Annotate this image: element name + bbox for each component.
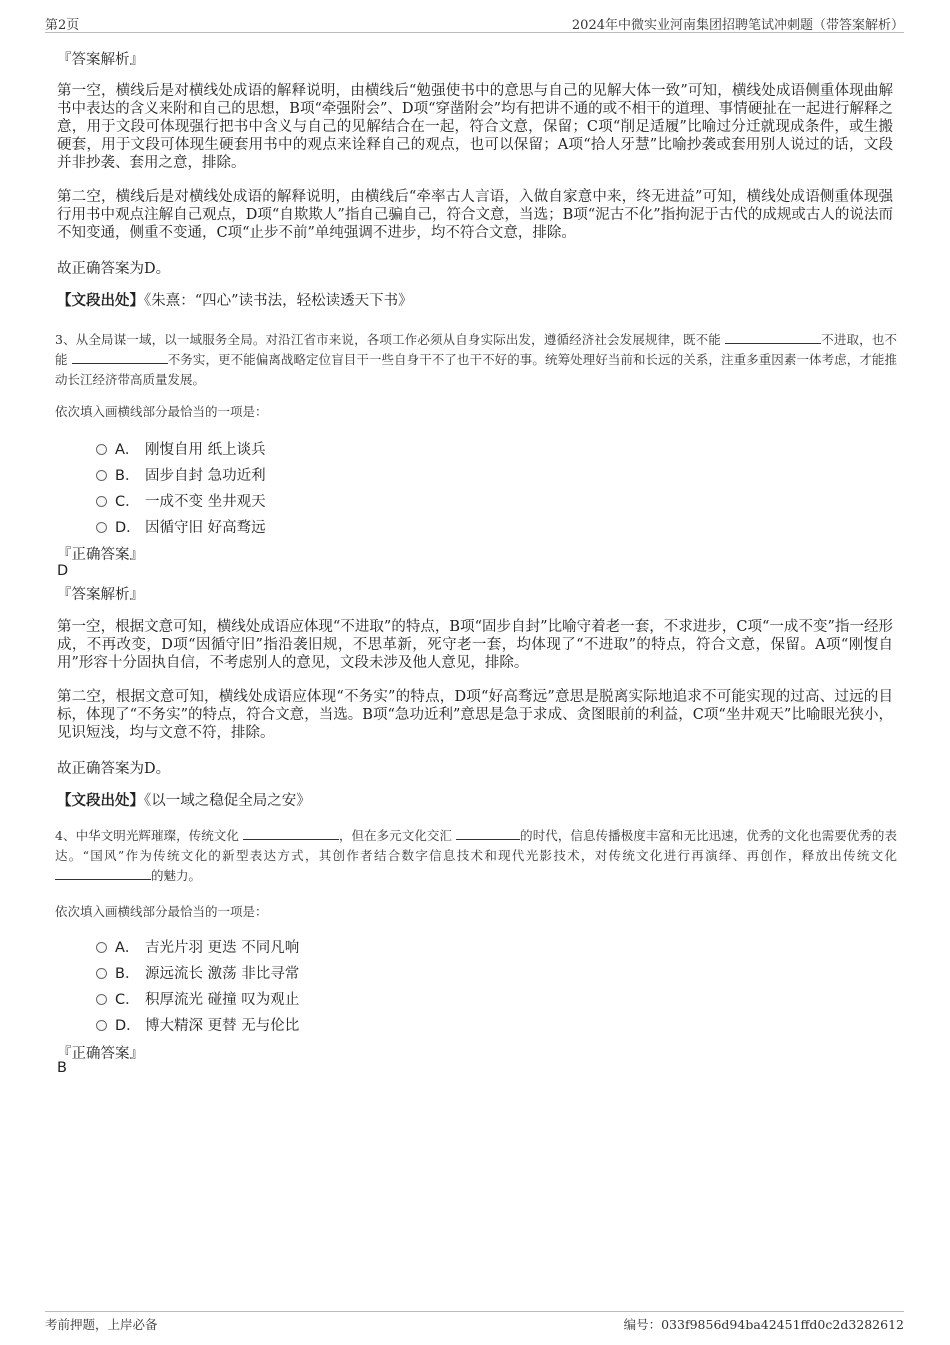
source-label: 【文段出处】 xyxy=(57,792,144,809)
analysis-paragraph-2: 第二空，横线后是对横线处成语的解释说明，由横线后“牵率古人言语，入做自家意中来，终无进益”可知，横线处成语侧重体现强行用书中观点注解自己观点，D项“自欺欺人”指自己骗自己，符合文意，当选；B项“泥古不化”指拘泥于古代的成规或古人的说法而不知变通，侧重不变通，C项“止步不前”单纯强调不进步，均不符合文意，排除。 xyxy=(57,189,893,241)
document-id: 编号：033f9856d94ba42451ffd0c2d3282612 xyxy=(623,1317,904,1332)
analysis-label: 『答案解析』 xyxy=(57,587,144,603)
footer-slogan: 考前押题，上岸必备 xyxy=(45,1317,158,1332)
source-title: 《朱熹：“四心”读书法，轻松读透天下书》 xyxy=(144,293,413,309)
analysis-paragraph-2: 第二空，根据文意可知，横线处成语应体现“不务实”的特点，D项“好高骛远”意思是脱离实际地追求不可能实现的过高、过远的目标，体现了“不务实”的特点，符合文意，当选。B项“急功近利”意思是急于求成、贪图眼前的利益，C项“坐井观天”比喻眼光狭小，见识短浅，均与文意不符，排除。 xyxy=(57,689,893,741)
question-3-option-d[interactable] xyxy=(96,516,266,538)
option-text: 博大精深 更替 无与伦比 xyxy=(145,1018,300,1034)
question-4-option-c[interactable] xyxy=(96,988,299,1010)
page-header xyxy=(45,14,904,33)
source-line xyxy=(57,292,893,310)
question-3-option-c[interactable] xyxy=(96,490,266,512)
analysis-conclusion: 故正确答案为D。 xyxy=(57,261,171,277)
question-3-text-a: 3、从全局谋一域，以一域服务全局。对沿江省市来说，各项工作必须从自身实际出发，遵循经济社会发展规律，既不能 xyxy=(55,332,721,347)
analysis-paragraph-1: 第一空，根据文意可知，横线处成语应体现“不进取”的特点，B项“固步自封”比喻守着老一套，不求进步，C项“一成不变”指一经形成，不再改变，D项“因循守旧”指沿袭旧规，不思革新，死守老一套，均体现了“不进取”的特点，符合文意，保留。A项“刚愎自用”形容十分固执自信，不考虑别人的意见，文段未涉及他人意见，排除。 xyxy=(57,619,893,671)
question-4-text xyxy=(55,826,897,886)
source-line xyxy=(57,792,893,810)
question-4-option-b[interactable] xyxy=(96,962,299,984)
option-letter: C． xyxy=(115,494,140,510)
option-letter: D． xyxy=(115,1018,141,1034)
radio-icon[interactable] xyxy=(96,470,107,481)
radio-icon[interactable] xyxy=(96,942,107,953)
option-text: 吉光片羽 更迭 不同凡响 xyxy=(145,940,300,956)
radio-icon[interactable] xyxy=(96,496,107,507)
option-text: 刚愎自用 纸上谈兵 xyxy=(145,442,266,458)
option-letter: C． xyxy=(115,992,140,1008)
question-3-text-c: 不务实，更不能偏离战略定位盲目干一些自身干不了也干不好的事。统筹处理好当前和长远的关系，注重多重因素一体考虑，才能推动长江经济带高质量发展。 xyxy=(55,352,897,387)
document-title: 2024年中微实业河南集团招聘笔试冲刺题（带答案解析） xyxy=(571,18,904,33)
page-number: 第2页 xyxy=(45,18,80,33)
source-label: 【文段出处】 xyxy=(57,292,144,309)
radio-icon[interactable] xyxy=(96,522,107,533)
option-letter: B． xyxy=(115,468,140,484)
radio-icon[interactable] xyxy=(96,994,107,1005)
option-text: 因循守旧 好高骛远 xyxy=(145,520,266,536)
question-4-prompt: 依次填入画横线部分最恰当的一项是： xyxy=(55,904,268,919)
question-4-option-d[interactable] xyxy=(96,1014,299,1036)
page-footer xyxy=(45,1311,904,1334)
option-text: 积厚流光 碰撞 叹为观止 xyxy=(145,992,300,1008)
analysis-conclusion: 故正确答案为D。 xyxy=(57,761,171,777)
question-4-text-b: ，但在多元文化交汇 xyxy=(338,828,453,843)
question-3-blank-2 xyxy=(72,350,168,364)
question-4-text-c: 的时代，信息传播极度丰富和无比迅速，优秀的文化也需要优秀的表达。“国风”作为传统文化的新型表达方式，其创作者结合数字信息技术和现代光影技术，对传统文化进行再演绎、再创作，释放出传统文化 xyxy=(55,828,897,863)
question-4-option-a[interactable] xyxy=(96,936,299,958)
question-4-blank-3 xyxy=(55,866,151,880)
question-4-text-d: 的魅力。 xyxy=(151,868,202,883)
option-text: 固步自封 急功近利 xyxy=(145,468,266,484)
question-3-prompt: 依次填入画横线部分最恰当的一项是： xyxy=(55,404,268,419)
radio-icon[interactable] xyxy=(96,1020,107,1031)
analysis-label: 『答案解析』 xyxy=(57,52,144,68)
question-3-option-a[interactable] xyxy=(96,438,266,460)
option-letter: D． xyxy=(115,520,141,536)
question-4-text-a: 4、中华文明光辉璀璨，传统文化 xyxy=(55,828,239,843)
question-3-text xyxy=(55,330,897,390)
analysis-paragraph-1: 第一空，横线后是对横线处成语的解释说明，由横线后“勉强使书中的意思与自己的见解大体一致”可知，横线处成语侧重体现曲解书中表达的含义来附和自己的思想，B项“牵强附会”、D项“穿凿附会”均有把讲不通的或不相干的道理、事情硬扯在一起进行解释之意，用于文段可体现强行把书中含义与自己的见解结合在一起，符合文意，保留；C项“削足适履”比喻过分迁就现成条件，或生搬硬套，用于文段可体现生硬套用书中的观点来诠释自己的观点，也可以保留；A项“拾人牙慧”比喻抄袭或套用别人说过的话，文段并非抄袭、套用之意，排除。 xyxy=(57,83,893,171)
correct-answer-label: 『正确答案』 xyxy=(57,547,144,563)
option-letter: A． xyxy=(115,940,140,956)
correct-answer: D xyxy=(57,563,69,579)
question-3-text-b: 不进取，也不能 xyxy=(55,332,897,367)
correct-answer-label: 『正确答案』 xyxy=(57,1046,144,1062)
question-3-option-b[interactable] xyxy=(96,464,266,486)
question-3-blank-1 xyxy=(725,330,821,344)
source-title: 《以一域之稳促全局之安》 xyxy=(144,793,311,809)
radio-icon[interactable] xyxy=(96,968,107,979)
correct-answer: B xyxy=(57,1060,67,1076)
option-letter: B． xyxy=(115,966,140,982)
option-letter: A． xyxy=(115,442,140,458)
radio-icon[interactable] xyxy=(96,444,107,455)
option-text: 源远流长 激荡 非比寻常 xyxy=(145,966,300,982)
question-4-blank-2 xyxy=(456,826,520,840)
question-4-blank-1 xyxy=(243,826,339,840)
option-text: 一成不变 坐井观天 xyxy=(145,494,266,510)
